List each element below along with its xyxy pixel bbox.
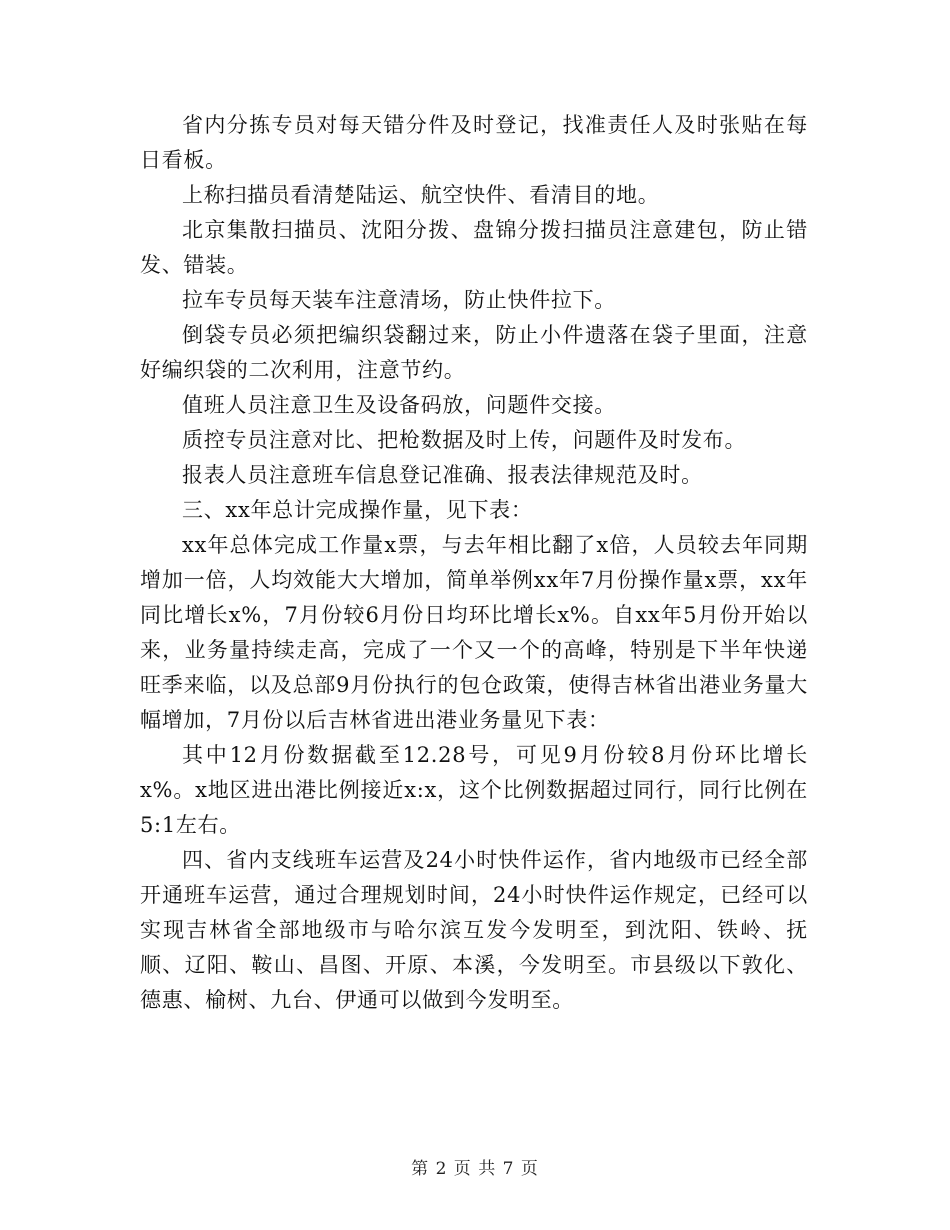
paragraph-sorting-staff: 省内分拣专员对每天错分件及时登记，找准责任人及时张贴在每日看板。 (140, 113, 808, 172)
document-body (140, 108, 808, 1018)
paragraph-december-data: 其中12月份数据截至12.28号，可见9月份较8月份环比增长x%。x地区进出港比例接近x:x，这个比例数据超过同行，同行比例在5:1左右。 (140, 743, 808, 837)
paragraph-report-staff: 报表人员注意班车信息登记准确、报表法律规范及时。 (182, 463, 703, 487)
paragraph-duty-staff: 值班人员注意卫生及设备码放，问题件交接。 (182, 393, 616, 417)
section-heading-three: 三、xx年总计完成操作量，见下表： (182, 498, 533, 522)
paragraph-scale-scanner: 上称扫描员看清楚陆运、航空快件、看清目的地。 (182, 183, 660, 207)
paragraph-cart-staff: 拉车专员每天装车注意清场，防止快件拉下。 (182, 288, 616, 312)
paragraph-annual-volume: xx年总体完成工作量x票，与去年相比翻了x倍，人员较去年同期增加一倍，人均效能大大增加，简单举例xx年7月份操作量x票，xx年同比增长x%，7月份较6月份日均环比增长x%。自xx年5月份开始以来，业务量持续走高，完成了一个又一个的高峰，特别是下半年快递旺季来临，以及总部9月份执行的包仓政策，使得吉林省出港业务量大幅增加，7月份以后吉林省进出港业务量见下表： (140, 533, 808, 732)
page-number-footer: 第 2 页 共 7 页 (411, 1159, 539, 1179)
paragraph-beijing-scanner: 北京集散扫描员、沈阳分拨、盘锦分拨扫描员注意建包，防止错发、错装。 (140, 218, 808, 277)
section-heading-four: 四、省内支线班车运营及24小时快件运作，省内地级市已经全部开通班车运营，通过合理规划时间，24小时快件运作规定，已经可以实现吉林省全部地级市与哈尔滨互发今发明至，到沈阳、铁岭、抚顺、辽阳、鞍山、昌图、开原、本溪，今发明至。市县级以下敦化、德惠、榆树、九台、伊通可以做到今发明至。 (140, 848, 808, 1012)
paragraph-quality-control: 质控专员注意对比、把枪数据及时上传，问题件及时发布。 (182, 428, 747, 452)
paragraph-bag-staff: 倒袋专员必须把编织袋翻过来，防止小件遗落在袋子里面，注意好编织袋的二次利用，注意节约。 (140, 323, 808, 382)
